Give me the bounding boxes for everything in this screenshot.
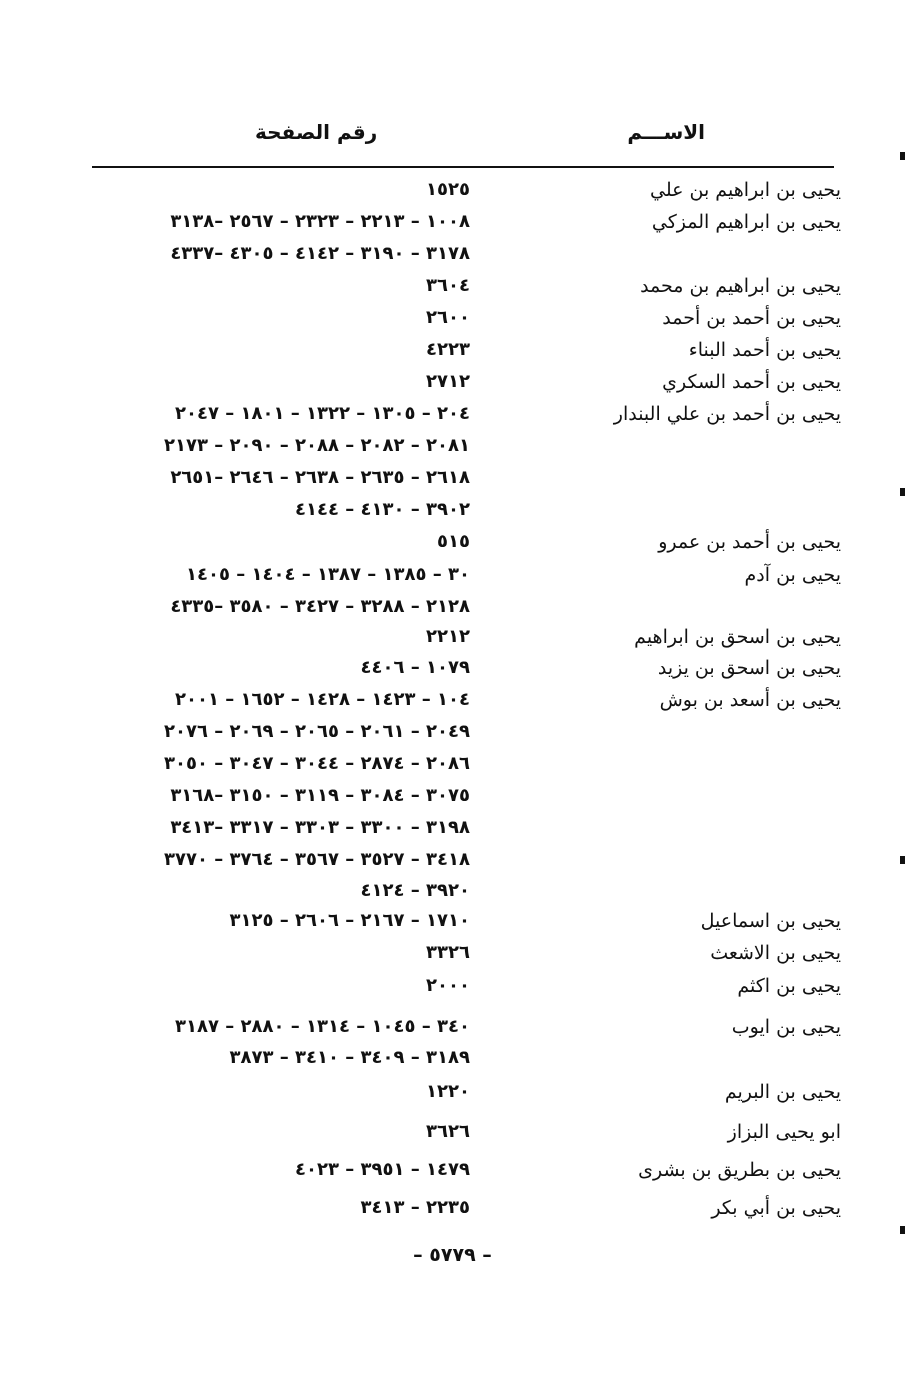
index-row	[0, 938, 905, 970]
entry-name: ابو يحيى البزاز	[727, 1121, 841, 1143]
entry-name: يحيى بن أحمد البناء	[688, 339, 841, 361]
index-row	[0, 1155, 905, 1187]
page-number-column-header: رقم الصفحة	[255, 120, 378, 144]
entry-name: يحيى بن اسحق بن يزيد	[657, 657, 841, 679]
index-row	[0, 845, 905, 877]
entry-pages: ١٠٤ – ١٤٢٣ – ١٤٢٨ – ١٦٥٢ – ٢٠٠١	[175, 689, 470, 710]
entry-name: يحيى بن ابراهيم بن علي	[650, 179, 841, 201]
index-row	[0, 335, 905, 367]
entry-name: يحيى بن أبي بكر	[711, 1197, 841, 1219]
entry-pages: ١٧١٠ – ٢١٦٧ – ٢٦٠٦ – ٣١٢٥	[229, 910, 470, 931]
header-divider	[92, 166, 834, 168]
entry-name: يحيى بن بطريق بن بشرى	[638, 1159, 841, 1181]
margin-mark	[900, 856, 905, 864]
index-row	[0, 592, 905, 624]
index-row	[0, 622, 905, 654]
entry-pages: ٢٦١٨ – ٢٦٣٥ – ٢٦٣٨ – ٢٦٤٦ –٢٦٥١	[170, 467, 470, 488]
entry-pages: ١٠٧٩ – ٤٤٠٦	[360, 657, 470, 678]
entry-name: يحيى بن ابراهيم بن محمد	[640, 275, 841, 297]
name-column-header: الاســـم	[627, 120, 705, 144]
index-row	[0, 971, 905, 1003]
index-row	[0, 685, 905, 717]
entry-pages: ١٤٧٩ – ٣٩٥١ – ٤٠٢٣	[295, 1159, 470, 1180]
index-row	[0, 906, 905, 938]
index-row	[0, 207, 905, 239]
index-row	[0, 653, 905, 685]
entry-pages: ٢٠٤٩ – ٢٠٦١ – ٢٠٦٥ – ٢٠٦٩ – ٢٠٧٦	[164, 721, 470, 742]
index-row	[0, 495, 905, 527]
entry-pages: ١٢٢٠	[426, 1081, 470, 1102]
entry-pages: ٣١٧٨ – ٣١٩٠ – ٤١٤٢ – ٤٣٠٥ –٤٣٣٧	[170, 243, 470, 264]
entry-name: يحيى بن أحمد السكري	[662, 371, 841, 393]
entry-pages: ٢٠٨١ – ٢٠٨٢ – ٢٠٨٨ – ٢٠٩٠ – ٢١٧٣	[164, 435, 470, 456]
index-row	[0, 431, 905, 463]
index-row	[0, 463, 905, 495]
index-row	[0, 1117, 905, 1149]
entry-pages: ٣١٩٨ – ٣٣٠٠ – ٣٣٠٣ – ٣٣١٧ –٣٤١٣	[170, 817, 470, 838]
index-row	[0, 876, 905, 908]
index-row	[0, 560, 905, 592]
margin-mark	[900, 152, 905, 160]
entry-name: يحيى بن أحمد بن أحمد	[662, 307, 841, 329]
entry-name: يحيى بن اكثم	[737, 975, 841, 997]
entry-name: يحيى بن أسعد بن بوش	[659, 689, 841, 711]
entry-name: يحيى بن أحمد بن عمرو	[658, 531, 841, 553]
entry-pages: ٥١٥	[437, 531, 470, 552]
index-row	[0, 1043, 905, 1075]
entry-pages: ٤٢٢٣	[426, 339, 470, 360]
entry-pages: ٢٠٨٦ – ٢٨٧٤ – ٣٠٤٤ – ٣٠٤٧ – ٣٠٥٠	[164, 753, 470, 774]
index-row	[0, 367, 905, 399]
entry-pages: ٢١٢٨ – ٣٢٨٨ – ٣٤٢٧ – ٣٥٨٠ –٤٣٣٥	[170, 596, 470, 617]
entry-pages: ٣٦٠٤	[426, 275, 470, 296]
index-row	[0, 813, 905, 845]
entry-name: يحيى بن اسماعيل	[700, 910, 841, 932]
entry-name: يحيى بن البريم	[724, 1081, 841, 1103]
entry-pages: ٢٢١٢	[426, 626, 470, 647]
entry-pages: ٣٤١٨ – ٣٥٢٧ – ٣٥٦٧ – ٣٧٦٤ – ٣٧٧٠	[164, 849, 470, 870]
entry-pages: ٣٩٠٢ – ٤١٣٠ – ٤١٤٤	[295, 499, 470, 520]
entry-name: يحيى بن أحمد بن علي البندار	[613, 403, 841, 425]
entry-name: يحيى بن الاشعث	[710, 942, 841, 964]
index-row	[0, 303, 905, 335]
entry-name: يحيى بن ايوب	[731, 1016, 841, 1038]
entry-pages: ٣٠٧٥ – ٣٠٨٤ – ٣١١٩ – ٣١٥٠ –٣١٦٨	[170, 785, 470, 806]
index-row	[0, 239, 905, 271]
index-row	[0, 527, 905, 559]
entry-pages: ٣٦٢٦	[426, 1121, 470, 1142]
entry-pages: ١٥٢٥	[426, 179, 470, 200]
page-number: – ٥٧٧٩ –	[413, 1244, 492, 1266]
entry-pages: ٢٠٤ – ١٣٠٥ – ١٣٢٢ – ١٨٠١ – ٢٠٤٧	[175, 403, 470, 424]
entry-pages: ٣٣٢٦	[426, 942, 470, 963]
margin-mark	[900, 488, 905, 496]
index-row	[0, 175, 905, 207]
index-row	[0, 781, 905, 813]
entry-pages: ٢٦٠٠	[426, 307, 470, 328]
margin-mark	[900, 1226, 905, 1234]
entry-pages: ٣٠ – ١٣٨٥ – ١٣٨٧ – ١٤٠٤ – ١٤٠٥	[186, 564, 470, 585]
entry-pages: ٣١٨٩ – ٣٤٠٩ – ٣٤١٠ – ٣٨٧٣	[229, 1047, 470, 1068]
entry-pages: ٢٧١٢	[426, 371, 470, 392]
entry-name: يحيى بن آدم	[744, 564, 841, 586]
index-row	[0, 717, 905, 749]
entry-name: يحيى بن اسحق بن ابراهيم	[634, 626, 841, 648]
index-row	[0, 749, 905, 781]
entry-pages: ٢٠٠٠	[426, 975, 470, 996]
index-row	[0, 1077, 905, 1109]
entry-name: يحيى بن ابراهيم المزكي	[651, 211, 841, 233]
entry-pages: ٣٤٠ – ١٠٤٥ – ١٣١٤ – ٢٨٨٠ – ٣١٨٧	[175, 1016, 470, 1037]
index-row	[0, 399, 905, 431]
index-row	[0, 1193, 905, 1225]
entry-pages: ٢٢٣٥ – ٣٤١٣	[360, 1197, 470, 1218]
index-row	[0, 1012, 905, 1044]
index-row	[0, 271, 905, 303]
entry-pages: ٣٩٢٠ – ٤١٢٤	[360, 880, 470, 901]
entry-pages: ١٠٠٨ – ٢٢١٣ – ٢٣٢٣ – ٢٥٦٧ –٣١٣٨	[170, 211, 470, 232]
